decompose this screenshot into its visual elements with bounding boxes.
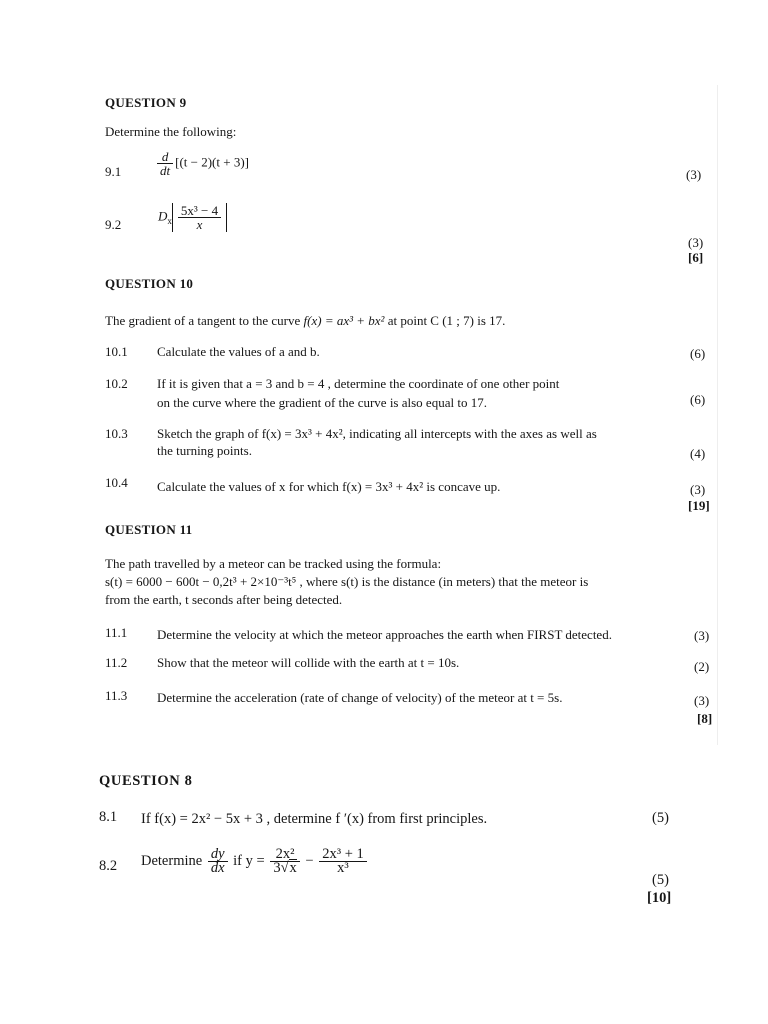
question-9-total: [6]: [688, 250, 704, 265]
item-9-1-number: 9.1: [105, 164, 122, 179]
item-10-1-text: Calculate the values of a and b.: [157, 344, 320, 359]
item-10-1-number: 10.1: [105, 344, 128, 359]
item-10-1-mark: (6): [690, 346, 706, 361]
item-8-2-expression: Determine $\frac{dy}{dx}$ if y = $\frac{\text{2x²}}{3√x}$ − $\frac{\text{2x³ + 1}}{\text{x³}}$: [141, 848, 369, 875]
item-8-1-number: 8.1: [99, 809, 118, 825]
item-11-1-number: 11.1: [105, 625, 128, 640]
item-11-1-text: Determine the velocity at which the meteor approaches the earth when FIRST detected.: [157, 627, 612, 642]
item-8-1-mark: (5): [652, 810, 669, 826]
item-8-2-number: 8.2: [99, 858, 118, 874]
item-11-3-mark: (3): [694, 693, 710, 708]
question-11-intro-line3: from the earth, t seconds after being detected.: [105, 592, 343, 607]
question-10-heading: QUESTION 10: [105, 276, 194, 291]
item-10-3-text-line1: Sketch the graph of f(x) = 3x³ + 4x², indicating all intercepts with the axes as well as: [157, 426, 597, 441]
question-10-intro: The gradient of a tangent to the curve f(x) = ax³ + bx² at point C (1 ; 7) is 17.: [105, 313, 506, 328]
item-9-2-number: 9.2: [105, 217, 122, 232]
scan-edge: [717, 85, 718, 745]
question-9-intro: Determine the following:: [105, 124, 237, 139]
item-9-1-mark: (3): [686, 167, 702, 182]
item-10-4-number: 10.4: [105, 475, 128, 490]
item-8-1-text: If f(x) = 2x² − 5x + 3 , determine f ′(x) from first principles.: [141, 811, 488, 827]
question-11-intro-line2: s(t) = 6000 − 600t − 0,2t³ + 2×10⁻³t⁵ , where s(t) is the distance (in meters) that the meteor is: [105, 574, 589, 589]
item-11-3-text: Determine the acceleration (rate of change of velocity) of the meteor at t = 5s.: [157, 690, 563, 705]
item-11-3-number: 11.3: [105, 688, 128, 703]
item-10-4-mark: (3): [690, 482, 706, 497]
item-10-3-text-line2: the turning points.: [157, 443, 252, 458]
question-11-intro-line1: The path travelled by a meteor can be tracked using the formula:: [105, 556, 442, 571]
question-11-total: [8]: [697, 711, 713, 726]
question-10-total: [19]: [688, 498, 710, 513]
item-10-2-text-line1: If it is given that a = 3 and b = 4 , determine the coordinate of one other point: [157, 376, 560, 391]
item-10-2-mark: (6): [690, 392, 706, 407]
question-8-heading: QUESTION 8: [99, 773, 193, 789]
question-8-total: [10]: [647, 890, 672, 906]
item-11-1-mark: (3): [694, 628, 710, 643]
item-10-3-number: 10.3: [105, 426, 128, 441]
item-11-2-text: Show that the meteor will collide with the earth at t = 10s.: [157, 655, 460, 670]
item-10-2-number: 10.2: [105, 376, 128, 391]
item-8-2-mark: (5): [652, 872, 669, 888]
item-10-2-text-line2: on the curve where the gradient of the curve is also equal to 17.: [157, 395, 487, 410]
item-9-1-expression: $\frac{d}{dt}$ [(t − 2)(t + 3)]: [155, 150, 249, 177]
item-11-2-number: 11.2: [105, 655, 128, 670]
item-9-2-mark: (3): [688, 235, 704, 250]
item-11-2-mark: (2): [694, 659, 710, 674]
question-11-heading: QUESTION 11: [105, 522, 193, 537]
item-9-2-expression: $D_x$ $\frac{\text{5x³ − 4}}{x}$: [158, 203, 227, 232]
item-10-3-mark: (4): [690, 446, 706, 461]
question-9-heading: QUESTION 9: [105, 95, 187, 110]
item-10-4-text: Calculate the values of x for which f(x) = 3x³ + 4x² is concave up.: [157, 479, 501, 494]
